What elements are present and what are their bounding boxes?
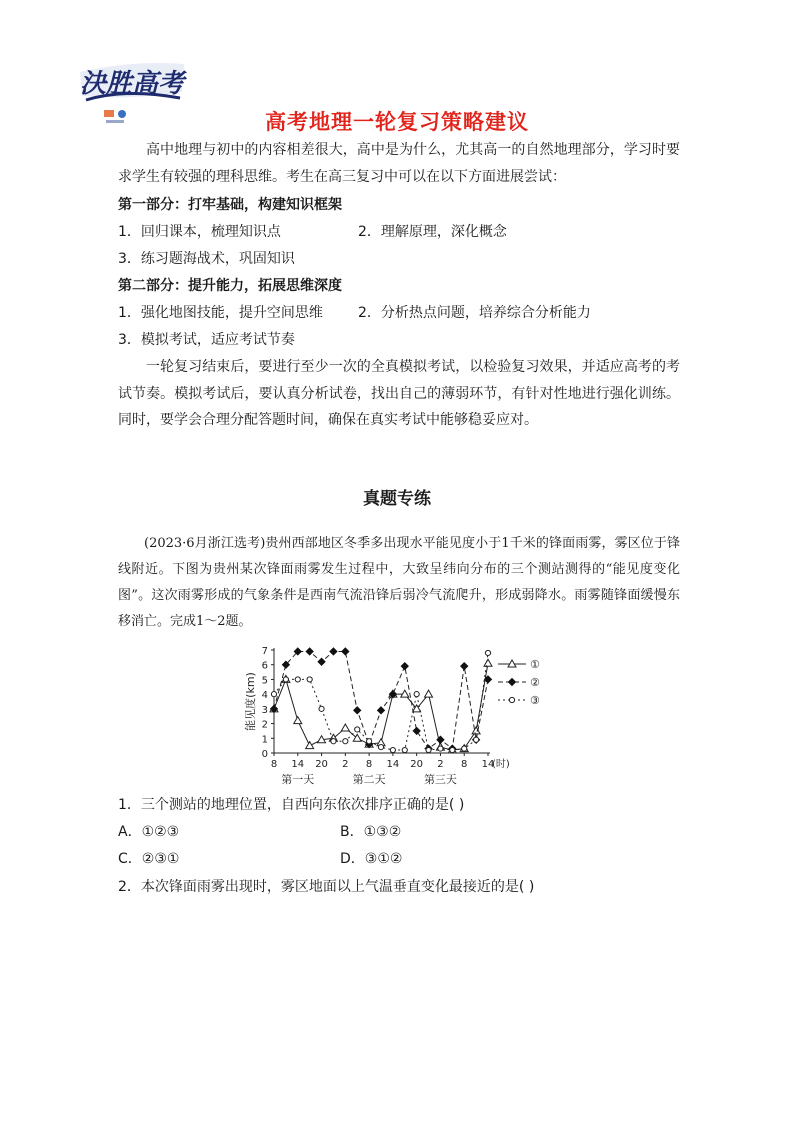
part1-item-1: 1．回归课本，梳理知识点 (118, 224, 281, 240)
y-tick-label: 0 (261, 749, 268, 760)
part2-item-1: 1．强化地图技能，提升空间思维 (118, 305, 323, 321)
series-point (401, 663, 408, 670)
intro-paragraph: 高中地理与初中的内容相差很大，高中是为什么，尤其高一的自然地理部分，学习时要求学生有较强的理科思维。考生在高三复习中可以在以下方面进展尝试： (118, 142, 680, 185)
series-point (402, 747, 407, 752)
legend-label: ③ (530, 694, 540, 707)
series-point (474, 737, 479, 742)
part2-heading: 第二部分：提升能力，拓展思维深度 (118, 278, 342, 294)
series-point (307, 677, 312, 682)
series-point (318, 658, 325, 665)
y-axis-label: 能见度(km) (244, 672, 257, 731)
legend-marker (509, 679, 516, 686)
x-tick-label: 14 (481, 759, 495, 770)
visibility-chart (240, 640, 560, 790)
series-point (390, 747, 395, 752)
series-point (367, 739, 372, 744)
series-point (426, 747, 431, 752)
series-point (425, 690, 433, 697)
series-line (274, 653, 488, 750)
page-title: 高考地理一轮复习策略建议 (265, 110, 529, 134)
series-point (319, 706, 324, 711)
series-point (378, 745, 383, 750)
y-tick-label: 4 (261, 690, 268, 702)
day-label: 第三天 (423, 773, 457, 786)
y-tick-label: 3 (261, 704, 268, 716)
part1-item-2: 2．理解原理，深化概念 (358, 224, 507, 240)
q1-option-c[interactable]: C．②③① (118, 851, 180, 867)
series-point (378, 707, 385, 714)
day-label: 第二天 (352, 773, 386, 786)
series-point (295, 677, 300, 682)
series-point (306, 742, 314, 749)
part1-item-3: 3．练习题海战术，巩固知识 (118, 251, 295, 267)
x-tick-label: 20 (410, 759, 424, 770)
x-tick-label: 8 (270, 759, 278, 770)
x-tick-label: 14 (291, 759, 305, 770)
q1-option-a[interactable]: A．①②③ (118, 824, 180, 840)
logo-text: 決胜高考 (80, 69, 185, 99)
section-title: 真题专练 (363, 489, 431, 509)
series-point (438, 746, 443, 751)
x-tick-label: 2 (437, 759, 444, 770)
series-point (450, 747, 455, 752)
q1-option-b[interactable]: B．①③② (340, 824, 402, 840)
y-tick-label: 6 (261, 660, 268, 672)
series-point (461, 663, 468, 670)
y-tick-label: 7 (261, 646, 268, 657)
series-point (342, 648, 349, 655)
series-point (414, 692, 419, 697)
part2-item-3: 3．模拟考试，适应考试节奏 (118, 332, 295, 348)
y-tick-label: 5 (261, 675, 268, 687)
x-tick-label: 14 (386, 759, 400, 770)
series-point (331, 739, 336, 744)
part2-item-2: 2．分析热点问题，培养综合分析能力 (358, 305, 591, 321)
x-tick-label: 8 (461, 759, 468, 770)
y-tick-label: 2 (261, 719, 268, 731)
legend-label: ② (530, 676, 540, 689)
x-unit-label: (时) (492, 759, 510, 770)
series-point (306, 648, 313, 655)
day-label: 第一天 (281, 773, 315, 786)
series-line (274, 651, 488, 748)
series-point (484, 659, 492, 666)
q2-stem: 2．本次锋面雨雾出现时，雾区地面以上气温垂直变化最接近的是( ) (118, 879, 535, 895)
y-tick-label: 1 (261, 734, 268, 746)
series-point (355, 727, 360, 732)
series-point (354, 707, 361, 714)
x-tick-label: 2 (342, 759, 349, 770)
chart-svg (240, 640, 560, 790)
series-point (341, 724, 349, 731)
closing-paragraph: 一轮复习结束后，要进行至少一次的全真模拟考试，以检验复习效果，并适应高考的考试节奏。模拟考试后，要认真分析试卷，找出自己的薄弱环节，有针对性地进行强化训练。同时，要学会合理分配答题时间，确保在真实考试中能够稳妥应对。 (118, 359, 680, 428)
series-point (330, 648, 337, 655)
x-tick-label: 20 (315, 759, 328, 770)
series-point (294, 717, 302, 724)
series-point (283, 677, 288, 682)
q1-option-d[interactable]: D．③①② (340, 851, 403, 867)
series-point (343, 739, 348, 744)
series-point (413, 727, 420, 734)
series-point (271, 692, 276, 697)
x-tick-label: 8 (365, 759, 373, 770)
q1-stem: 1．三个测站的地理位置，自西向东依次排序正确的是( ) (118, 797, 465, 813)
series-point (462, 746, 467, 751)
question-intro: (2023·6月浙江选考)贵州西部地区冬季多出现水平能见度小于1千米的锋面雨雾，雾区位于锋线附近。下图为贵州某次锋面雨雾发生过程中，大致呈纬向分布的三个测站测得的“能见度变化图”。这次雨雾形成的气象条件是西南气流沿锋后弱冷气流爬升，形成弱降水。雨雾随锋面缓慢东移消亡。完成1～2题。 (118, 536, 680, 629)
part1-heading: 第一部分：打牢基础，构建知识框架 (118, 197, 342, 213)
legend-marker (509, 697, 514, 702)
series-point (485, 650, 490, 655)
legend-label: ① (530, 658, 540, 671)
